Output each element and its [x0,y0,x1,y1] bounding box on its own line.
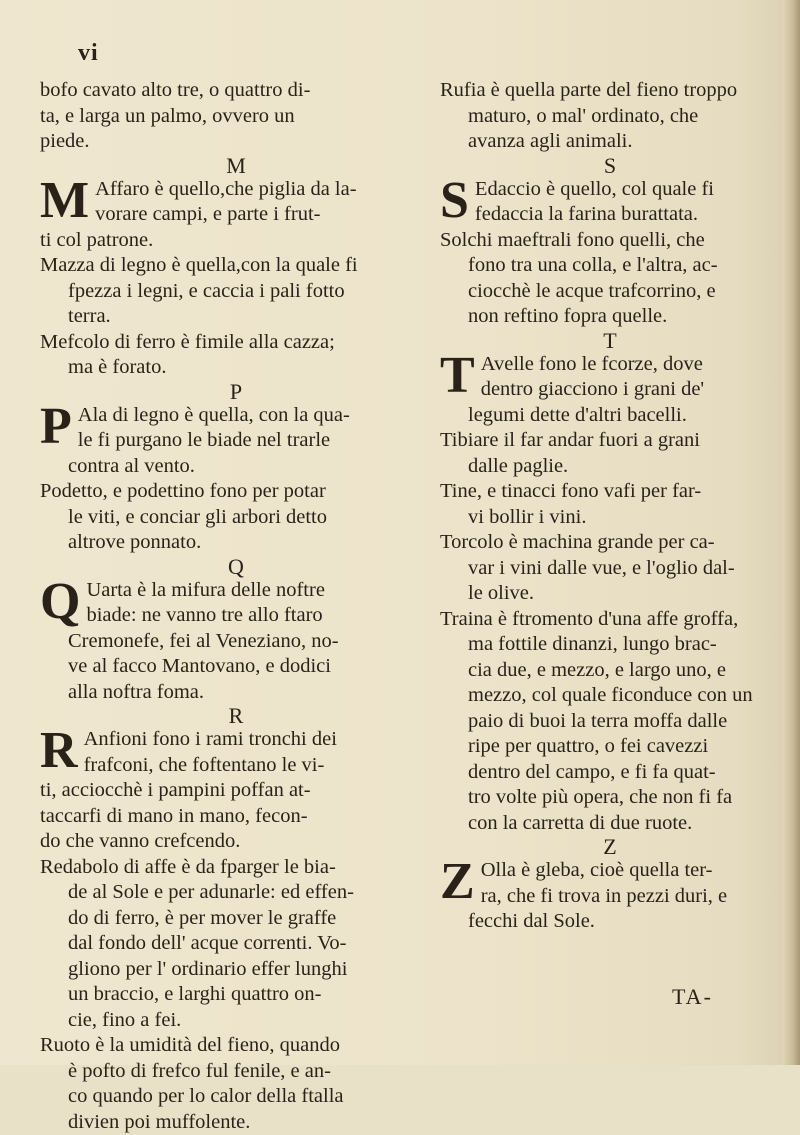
entry [40,403,432,480]
text-line: Mefcolo di ferro è fimile alla cazza; [40,330,432,356]
text-line: ra, che fi trova in pezzi duri, e [440,884,780,910]
text-line: ve al facco Mantovano, e dodici [40,654,432,680]
drop-cap-t: T [440,354,475,400]
text-line: terra. [40,304,432,330]
text-line: Redabolo di affe è da fparger le bia- [40,855,432,881]
text-line: Solchi maeftrali fono quelli, che [440,228,780,254]
section-letter-q: Q [40,556,432,578]
text-line: tro volte più opera, che non fi fa [440,785,780,811]
text-line: gliono per l' ordinario effer lunghi [40,957,432,983]
entry [440,858,780,935]
drop-cap-r: R [40,729,78,775]
text-line: un braccio, e larghi quattro on- [40,982,432,1008]
text-line: legumi dette d'altri bacelli. [440,403,780,429]
text-line: dal fondo dell' acque correnti. Vo- [40,931,432,957]
text-line: Torcolo è machina grande per ca- [440,530,780,556]
text-line: do di ferro, è per mover le graffe [40,906,432,932]
text-line: var i vini dalle vue, e l'oglio dal- [440,556,780,582]
text-line: maturo, o mal' ordinato, che [440,104,780,130]
left-column [40,78,432,1135]
text-line: ma fottile dinanzi, lungo brac- [440,632,780,658]
section-letter-s: S [440,155,780,177]
section-letter-r: R [40,705,432,727]
text-line: frafconi, che foftentano le vi- [40,753,432,779]
text-line: le olive. [440,581,780,607]
text-line: Cremonefe, fei al Veneziano, no- [40,629,432,655]
page-edge [782,0,800,1065]
text-line: Ala di legno è quella, con la qua- [40,403,432,429]
text-line: Rufia è quella parte del fieno troppo [440,78,780,104]
entry [40,177,432,254]
text-line: mezzo, col quale ficonduce con un [440,683,780,709]
text-line: altrove ponnato. [40,530,432,556]
text-line: fedaccia la farina burattata. [440,202,780,228]
catchword: TA- [672,984,713,1010]
drop-cap-z: Z [440,860,475,906]
text-line: Uarta è la mifura delle noftre [40,578,432,604]
text-line: con la carretta di due ruote. [440,811,780,837]
text-line: Olla è gleba, cioè quella ter- [440,858,780,884]
text-line: dalle paglie. [440,454,780,480]
entry [440,352,780,429]
section-letter-m: M [40,155,432,177]
text-line: bofo cavato alto tre, o quattro di- [40,78,432,104]
text-line: ti col patrone. [40,228,432,254]
text-line: dentro giacciono i grani de' [440,377,780,403]
drop-cap-q: Q [40,580,80,626]
text-line: Mazza di legno è quella,con la quale fi [40,253,432,279]
section-letter-p: P [40,381,432,403]
text-line: avanza agli animali. [440,129,780,155]
section-letter-t: T [440,330,780,352]
text-line: fecchi dal Sole. [440,909,780,935]
text-line: ripe per quattro, o fei cavezzi [440,734,780,760]
section-letter-z: Z [440,836,780,858]
text-line: Tibiare il far andar fuori a grani [440,428,780,454]
text-line: taccarfi di mano in mano, fecon- [40,804,432,830]
text-line: le fi purgano le biade nel trarle [40,428,432,454]
text-line: fpezza i legni, e caccia i pali fotto [40,279,432,305]
text-line: piede. [40,129,432,155]
text-line: non reftino fopra quelle. [440,304,780,330]
text-line: ciocchè le acque trafcorrino, e [440,279,780,305]
text-line: dentro del campo, e fi fa quat- [440,760,780,786]
right-column [440,78,780,935]
drop-cap-p: P [40,405,72,451]
drop-cap-s: S [440,179,469,225]
text-line: de al Sole e per adunarle: ed effen- [40,880,432,906]
page-number: vi [78,40,99,67]
entry [440,177,780,228]
text-line: divien poi muffolente. [40,1110,432,1135]
text-line: cie, fino a fei. [40,1008,432,1034]
text-line: Affaro è quello,che piglia da la- [40,177,432,203]
text-line: Traina è ftromento d'una affe groffa, [440,607,780,633]
text-line: cia due, e mezzo, e largo uno, e [440,658,780,684]
text-line: ma è forato. [40,355,432,381]
text-line: co quando per lo calor della ftalla [40,1084,432,1110]
text-line: Anfioni fono i rami tronchi dei [40,727,432,753]
text-line: paio di buoi la terra moffa dalle [440,709,780,735]
text-line: alla noftra foma. [40,680,432,706]
text-line: le viti, e conciar gli arbori detto [40,505,432,531]
text-line: ti, acciocchè i pampini poffan at- [40,778,432,804]
text-line: Ruoto è la umidità del fieno, quando [40,1033,432,1059]
text-line: contra al vento. [40,454,432,480]
text-line: Podetto, e podettino fono per potar [40,479,432,505]
text-line: do che vanno crefcendo. [40,829,432,855]
entry [40,727,432,855]
text-line: vorare campi, e parte i frut- [40,202,432,228]
text-line: Edaccio è quello, col quale fi [440,177,780,203]
entry [40,578,432,706]
text-line: è pofto di frefco ful fenile, e an- [40,1059,432,1085]
text-line: vi bollir i vini. [440,505,780,531]
text-line: Tine, e tinacci fono vafi per far- [440,479,780,505]
text-line: fono tra una colla, e l'altra, ac- [440,253,780,279]
text-line: Avelle fono le fcorze, dove [440,352,780,378]
drop-cap-m: M [40,179,89,225]
text-line: ta, e larga un palmo, ovvero un [40,104,432,130]
text-line: biade: ne vanno tre allo ftaro [40,603,432,629]
